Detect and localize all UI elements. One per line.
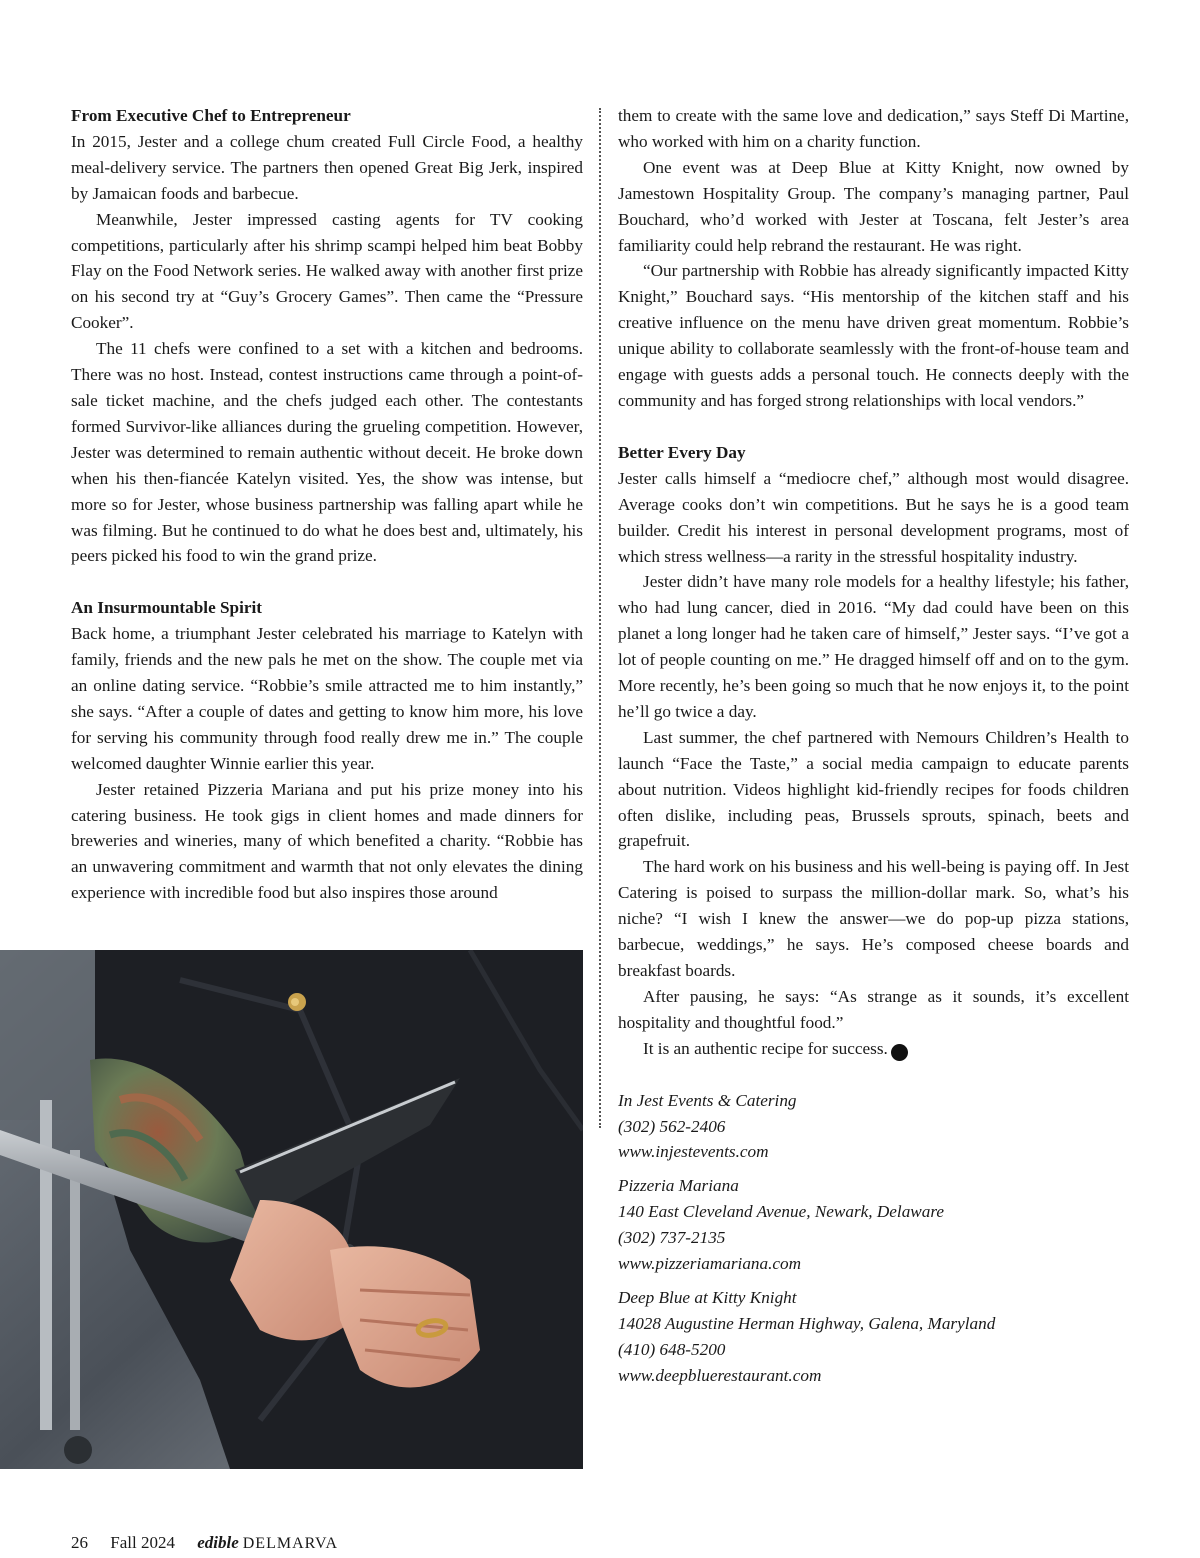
contact-name: Deep Blue at Kitty Knight bbox=[618, 1287, 797, 1307]
chef-sharpening-knife-photo bbox=[0, 950, 583, 1469]
page-number: 26 bbox=[71, 1533, 88, 1552]
contact-phone: (410) 648-5200 bbox=[618, 1339, 726, 1359]
contact-injest bbox=[618, 1088, 1129, 1166]
closing-text: It is an authentic recipe for success. bbox=[643, 1038, 888, 1058]
paragraph: Jester retained Pizzeria Mariana and put his prize money into his catering business. He took gigs in client homes and made dinners for breweries and wineries, many of which benefited a charity. “Robbie has an unwavering commitment and warmth that not only elevates the dining experience with incredible food but also inspires those around bbox=[71, 779, 583, 903]
contact-name: In Jest Events & Catering bbox=[618, 1090, 797, 1110]
contact-website[interactable]: www.pizzeriamariana.com bbox=[618, 1254, 802, 1274]
issue-label: Fall 2024 bbox=[110, 1533, 175, 1552]
contact-website[interactable]: www.deepbluerestaurant.com bbox=[618, 1365, 822, 1385]
paragraph: “Our partnership with Robbie has already significantly impacted Kitty Knight,” Bouchard says. “His mentorship of the kitchen staff and his creative influence on the menu have driven great momentum. Robbie’s unique ability to collaborate seamlessly with the front-of-house team and engage with guests adds a personal touch. He connects deeply with the community and has forged strong relationships with local vendors.” bbox=[618, 261, 1129, 410]
paragraph: Last summer, the chef partnered with Nemours Children’s Health to launch “Face the Taste,” a social media campaign to educate parents about nutrition. Videos highlight kid-friendly recipes for foods children often dislike, including peas, Brussels sprouts, spinach, beets and grapefruit. bbox=[618, 727, 1129, 851]
section-heading-executive-chef: From Executive Chef to Entrepreneur bbox=[71, 106, 351, 125]
paragraph: In 2015, Jester and a college chum created Full Circle Food, a healthy meal-delivery service. The partners then opened Great Big Jerk, inspired by Jamaican foods and barbecue. bbox=[71, 131, 583, 203]
contact-website[interactable]: www.injestevents.com bbox=[618, 1142, 769, 1162]
contact-address: 14028 Augustine Herman Highway, Galena, Maryland bbox=[618, 1313, 996, 1333]
paragraph: Back home, a triumphant Jester celebrated his marriage to Katelyn with family, friends and the new pals he met on the show. The couple met via an online dating service. “Robbie’s smile attracted me to him instantly,” she says. “After a couple of dates and getting to know him more, his love for serving his community through food really drew me in.” The couple welcomed daughter Winnie earlier this year. bbox=[71, 624, 583, 773]
contact-deep-blue bbox=[618, 1285, 1129, 1389]
contact-phone: (302) 737-2135 bbox=[618, 1228, 726, 1248]
paragraph: Meanwhile, Jester impressed casting agents for TV cooking competitions, particularly after his shrimp scampi helped him beat Bobby Flay on the Food Network series. He walked away with another first prize on his second try at “Guy’s Grocery Games”. Then came the “Pressure Cooker”. bbox=[71, 209, 583, 333]
brand-name: DELMARVA bbox=[242, 1535, 339, 1552]
contact-name: Pizzeria Mariana bbox=[618, 1176, 739, 1196]
section-heading-insurmountable-spirit: An Insurmountable Spirit bbox=[71, 598, 263, 618]
contact-phone: (302) 562-2406 bbox=[618, 1116, 726, 1136]
left-column bbox=[71, 103, 583, 906]
contact-address: 140 East Cleveland Avenue, Newark, Delaware bbox=[618, 1202, 945, 1222]
contact-list bbox=[618, 1088, 1129, 1389]
paragraph: One event was at Deep Blue at Kitty Knight, now owned by Jamestown Hospitality Group. The company’s managing partner, Paul Bouchard, who’d worked with Jester at Toscana, felt Jester’s area familiarity could help rebrand the restaurant. He was right. bbox=[618, 157, 1129, 255]
section-heading-better-every-day: Better Every Day bbox=[618, 442, 746, 462]
contact-pizzeria-mariana bbox=[618, 1173, 1129, 1277]
brand-script: edible bbox=[197, 1533, 239, 1552]
page-footer bbox=[71, 1533, 356, 1553]
paragraph: The hard work on his business and his well-being is paying off. In Jest Catering is poised to surpass the million-dollar mark. So, what’s his niche? “I wish I knew the answer—we do pop-up pizza stations, barbecue, weddings,” he says. He’s composed cheese boards and breakfast boards. bbox=[618, 857, 1129, 980]
paragraph: The 11 chefs were confined to a set with a kitchen and bedrooms. There was no host. Instead, contest instructions came through a point-of-sale ticket machine, and the chefs judged each other. The contestants formed Survivor-like alliances during the grueling competition. However, Jester was determined to remain authentic without deceit. He broke down when his then-fiancée Katelyn visited. Yes, the show was intense, but more so for Jester, whose business partnership was falling apart while he was filming. But he continued to do what he does best and, ultimately, his peers picked his food to win the grand prize. bbox=[71, 339, 583, 566]
edible-end-mark-icon: e bbox=[891, 1044, 908, 1061]
column-divider bbox=[599, 108, 601, 1128]
right-column bbox=[618, 103, 1129, 1397]
paragraph: After pausing, he says: “As strange as it sounds, it’s excellent hospitality and thoughtful food.” bbox=[618, 986, 1129, 1032]
paragraph: them to create with the same love and dedication,” says Steff Di Martine, who worked with him on a charity function. bbox=[618, 106, 1129, 151]
paragraph: Jester didn’t have many role models for a healthy lifestyle; his father, who had lung cancer, died in 2016. “My dad could have been on this planet a long longer had he taken care of himself,” Jester says. “I’ve got a lot of people counting on me.” He dragged himself off and on to the gym. More recently, he’s been going so much that he now enjoys it, to the point he’ll go twice a day. bbox=[618, 572, 1129, 721]
paragraph: Jester calls himself a “mediocre chef,” although most would disagree. Average cooks don’t win competitions. But he says he is a good team builder. Credit his interest in personal development programs, most of which stress wellness—a rarity in the stressful hospitality industry. bbox=[618, 468, 1129, 566]
closing-paragraph bbox=[618, 1036, 1129, 1062]
